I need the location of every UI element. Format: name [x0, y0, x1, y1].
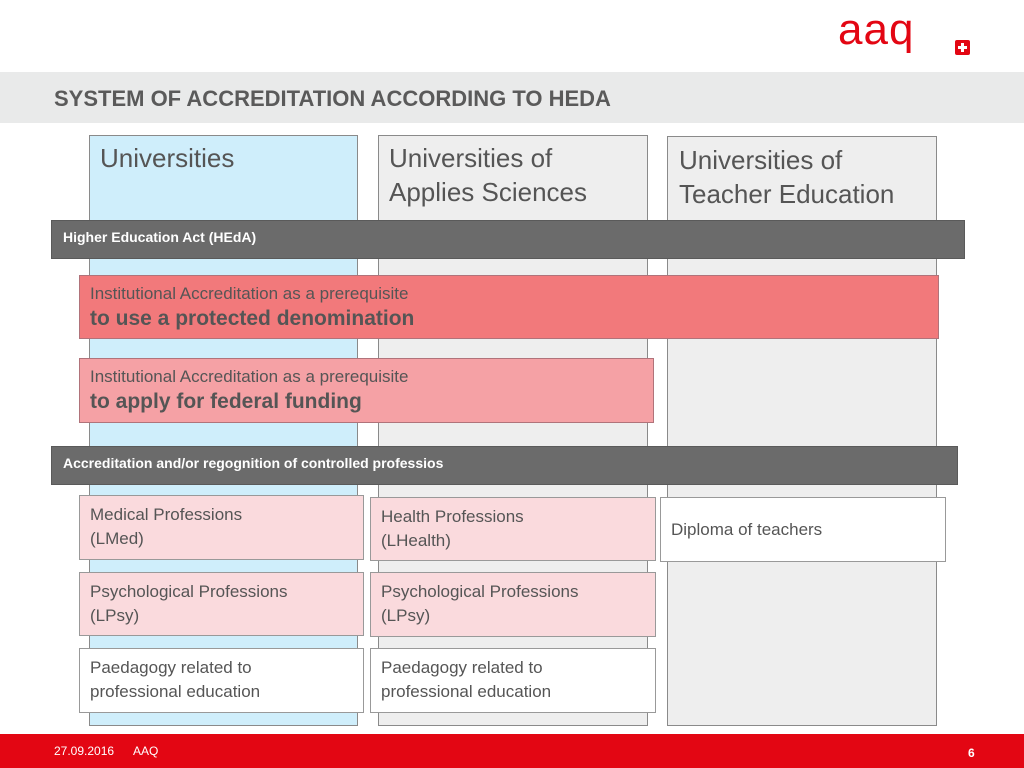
accreditation-line: Institutional Accreditation as a prerequisite	[90, 284, 409, 303]
column-title-line: Teacher Education	[679, 179, 895, 209]
column-title-line: Universities of	[389, 143, 553, 173]
profession-line: Diploma of teachers	[671, 520, 823, 539]
profession-line: professional education	[90, 682, 261, 701]
column-title-universities	[100, 141, 234, 175]
accreditation-denomination-box	[79, 275, 939, 339]
paedagogy-box-applied-sciences	[370, 648, 656, 713]
logo-text: aaq	[838, 5, 915, 54]
profession-line: (LPsy)	[381, 606, 431, 625]
professions-bar-label: Accreditation and/or regognition of controlled professios	[63, 454, 444, 471]
accreditation-funding-box	[79, 358, 654, 423]
profession-line: Paedagogy related to	[381, 658, 543, 677]
profession-line: (LMed)	[90, 529, 144, 548]
profession-line: Health Professions	[381, 507, 524, 526]
profession-line: (LPsy)	[90, 606, 140, 625]
accreditation-emphasis: to apply for federal funding	[90, 390, 362, 413]
profession-line: Medical Professions	[90, 505, 243, 524]
medical-professions-box	[79, 495, 364, 560]
heda-bar	[51, 220, 965, 259]
column-title-teacher-education	[679, 143, 894, 211]
page-number: 6	[968, 746, 975, 760]
accreditation-emphasis: to use a protected denomination	[90, 307, 415, 330]
profession-line: Psychological Professions	[90, 582, 288, 601]
heda-bar-label: Higher Education Act (HEdA)	[63, 228, 257, 245]
page-title: SYSTEM OF ACCREDITATION ACCORDING TO HEDA	[54, 86, 611, 111]
column-title-line: Universities of	[679, 145, 843, 175]
profession-line: (LHealth)	[381, 531, 451, 550]
column-title-applied-sciences	[389, 141, 587, 209]
psychological-professions-box-applied-sciences	[370, 572, 656, 637]
swiss-flag-icon	[955, 40, 970, 55]
profession-line: Psychological Professions	[381, 582, 579, 601]
footer-org: AAQ	[133, 744, 159, 758]
health-professions-box	[370, 497, 656, 561]
column-title-line: Universities	[100, 143, 235, 173]
professions-bar	[51, 446, 958, 485]
profession-line: professional education	[381, 682, 552, 701]
profession-line: Paedagogy related to	[90, 658, 252, 677]
accreditation-line: Institutional Accreditation as a prerequisite	[90, 367, 409, 386]
aaq-logo	[838, 5, 978, 66]
paedagogy-box-universities	[79, 648, 364, 713]
footer-date: 27.09.2016	[54, 744, 115, 758]
column-title-line: Applies Sciences	[389, 177, 587, 207]
diploma-of-teachers-box	[660, 497, 946, 562]
psychological-professions-box-universities	[79, 572, 364, 636]
